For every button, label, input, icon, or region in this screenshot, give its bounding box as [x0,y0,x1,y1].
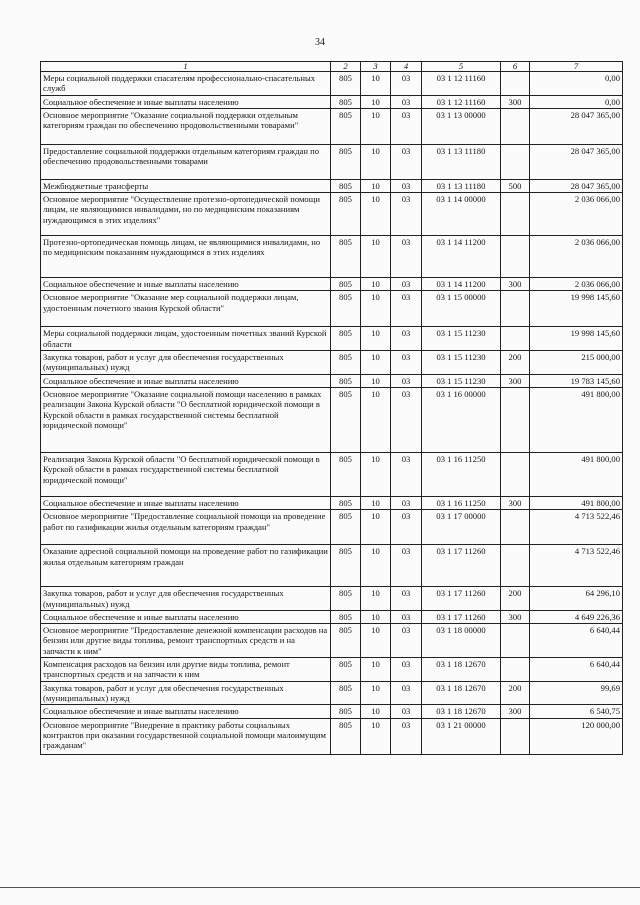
cell-amount: 6 640,44 [530,624,623,658]
cell-ved: 805 [331,545,361,587]
cell-amount: 491 800,00 [530,496,623,509]
cell-section: 10 [361,374,391,387]
cell-amount: 215 000,00 [530,351,623,375]
cell-target-article: 03 1 13 11180 [422,179,501,192]
cell-ved: 805 [331,72,361,96]
cell-expense-type [501,510,530,545]
cell-subsection: 03 [391,610,422,623]
cell-subsection: 03 [391,452,422,496]
header-col-5: 5 [422,62,501,72]
table-row [41,610,623,623]
cell-target-article: 03 1 14 00000 [422,193,501,236]
cell-expense-type [501,291,530,327]
cell-section: 10 [361,658,391,682]
cell-name: Основное мероприятие "Осуществление протезно-ортопедической помощи лицам, не являющимися инвалидами, но по медицинским показаниям нуждающимся в этих изделиях" [41,193,331,236]
cell-target-article: 03 1 13 00000 [422,108,501,144]
cell-expense-type [501,327,530,351]
cell-target-article: 03 1 15 11230 [422,327,501,351]
cell-target-article: 03 1 21 00000 [422,718,501,754]
cell-name: Основное мероприятие "Предоставление социальной помощи на проведение работ по газификации жилья отдельным категориям граждан" [41,510,331,545]
cell-expense-type: 200 [501,681,530,705]
table-row [41,705,623,718]
cell-expense-type: 500 [501,179,530,192]
cell-section: 10 [361,587,391,611]
cell-target-article: 03 1 16 00000 [422,387,501,452]
table-row [41,327,623,351]
cell-target-article: 03 1 15 11230 [422,374,501,387]
cell-subsection: 03 [391,351,422,375]
table-row [41,236,623,278]
cell-name: Меры социальной поддержки спасателям профессионально-спасательных служб [41,72,331,96]
cell-target-article: 03 1 12 11160 [422,95,501,108]
cell-target-article: 03 1 18 12670 [422,658,501,682]
cell-subsection: 03 [391,545,422,587]
table-row [41,278,623,291]
cell-ved: 805 [331,108,361,144]
cell-section: 10 [361,452,391,496]
cell-name: Основное мероприятие "Оказание социальной помощи населению в рамках реализации Закона Курской области "О бесплатной юридической помощи в Курской области в рамках государственной системы бесплатной юридической помощи" [41,387,331,452]
cell-subsection: 03 [391,496,422,509]
cell-ved: 805 [331,278,361,291]
cell-ved: 805 [331,496,361,509]
cell-ved: 805 [331,610,361,623]
table-row [41,718,623,754]
cell-amount: 491 800,00 [530,452,623,496]
table-row [41,179,623,192]
cell-subsection: 03 [391,72,422,96]
cell-target-article: 03 1 16 11250 [422,496,501,509]
table-row [41,681,623,705]
cell-section: 10 [361,496,391,509]
cell-expense-type: 300 [501,278,530,291]
cell-section: 10 [361,610,391,623]
cell-name: Предоставление социальной поддержки отдельным категориям граждан по обеспечению продовольственными товарами [41,144,331,179]
table-row [41,351,623,375]
cell-name: Протезно-ортопедическая помощь лицам, не являющимися инвалидами, но по медицинским показаниям нуждающимся в этих изделиях [41,236,331,278]
cell-subsection: 03 [391,179,422,192]
table-row [41,193,623,236]
table-row [41,452,623,496]
cell-section: 10 [361,705,391,718]
cell-ved: 805 [331,95,361,108]
cell-amount: 19 783 145,60 [530,374,623,387]
cell-expense-type [501,193,530,236]
cell-target-article: 03 1 16 11250 [422,452,501,496]
cell-section: 10 [361,624,391,658]
cell-expense-type [501,72,530,96]
cell-amount: 2 036 066,00 [530,278,623,291]
cell-expense-type: 300 [501,95,530,108]
table-row [41,95,623,108]
cell-amount: 4 713 522,46 [530,545,623,587]
cell-name: Закупка товаров, работ и услуг для обеспечения государственных (муниципальных) нужд [41,681,331,705]
cell-expense-type: 300 [501,496,530,509]
cell-amount: 6 640,44 [530,658,623,682]
cell-subsection: 03 [391,587,422,611]
cell-ved: 805 [331,374,361,387]
cell-subsection: 03 [391,278,422,291]
cell-expense-type: 200 [501,587,530,611]
cell-ved: 805 [331,236,361,278]
cell-name: Оказание адресной социальной помощи на проведение работ по газификации жилья отдельным категориям граждан [41,545,331,587]
table-row [41,587,623,611]
cell-amount: 64 296,10 [530,587,623,611]
cell-target-article: 03 1 17 11260 [422,587,501,611]
cell-expense-type [501,624,530,658]
cell-name: Меры социальной поддержки лицам, удостоенным почетных званий Курской области [41,327,331,351]
cell-name: Социальное обеспечение и иные выплаты населению [41,95,331,108]
cell-ved: 805 [331,705,361,718]
cell-section: 10 [361,278,391,291]
cell-expense-type [501,545,530,587]
cell-subsection: 03 [391,95,422,108]
header-col-4: 4 [391,62,422,72]
cell-name: Социальное обеспечение и иные выплаты населению [41,374,331,387]
cell-expense-type [501,718,530,754]
cell-amount: 19 998 145,60 [530,291,623,327]
cell-section: 10 [361,72,391,96]
cell-amount: 28 047 365,00 [530,108,623,144]
cell-section: 10 [361,144,391,179]
cell-ved: 805 [331,351,361,375]
cell-ved: 805 [331,387,361,452]
cell-amount: 120 000,00 [530,718,623,754]
cell-amount: 2 036 066,00 [530,193,623,236]
cell-name: Межбюджетные трансферты [41,179,331,192]
cell-subsection: 03 [391,705,422,718]
cell-ved: 805 [331,193,361,236]
cell-amount: 19 998 145,60 [530,327,623,351]
table-row [41,510,623,545]
cell-target-article: 03 1 17 11260 [422,545,501,587]
cell-expense-type [501,144,530,179]
table-body [41,72,623,755]
table-row [41,72,623,96]
cell-ved: 805 [331,144,361,179]
cell-amount: 99,69 [530,681,623,705]
cell-ved: 805 [331,718,361,754]
table-row [41,108,623,144]
cell-amount: 2 036 066,00 [530,236,623,278]
cell-amount: 0,00 [530,72,623,96]
cell-subsection: 03 [391,327,422,351]
cell-amount: 6 540,75 [530,705,623,718]
table-row [41,624,623,658]
cell-section: 10 [361,681,391,705]
cell-subsection: 03 [391,108,422,144]
cell-section: 10 [361,108,391,144]
header-col-3: 3 [361,62,391,72]
cell-name: Реализация Закона Курской области "О бесплатной юридической помощи в Курской области в рамках государственной системы бесплатной юридической помощи" [41,452,331,496]
header-col-2: 2 [331,62,361,72]
cell-ved: 805 [331,658,361,682]
cell-expense-type: 300 [501,374,530,387]
cell-expense-type: 200 [501,351,530,375]
cell-expense-type [501,108,530,144]
cell-section: 10 [361,291,391,327]
cell-section: 10 [361,179,391,192]
header-row [41,62,623,72]
cell-subsection: 03 [391,144,422,179]
cell-target-article: 03 1 14 11200 [422,278,501,291]
bottom-rule [0,887,640,888]
cell-amount: 4 713 522,46 [530,510,623,545]
cell-subsection: 03 [391,624,422,658]
table-row [41,545,623,587]
cell-ved: 805 [331,291,361,327]
cell-target-article: 03 1 17 11260 [422,610,501,623]
cell-section: 10 [361,95,391,108]
table-row [41,658,623,682]
cell-section: 10 [361,510,391,545]
cell-expense-type [501,452,530,496]
cell-subsection: 03 [391,387,422,452]
budget-table [40,61,623,755]
cell-amount: 4 649 226,36 [530,610,623,623]
cell-subsection: 03 [391,374,422,387]
cell-target-article: 03 1 18 00000 [422,624,501,658]
cell-expense-type [501,658,530,682]
cell-section: 10 [361,351,391,375]
cell-target-article: 03 1 15 00000 [422,291,501,327]
table-row [41,374,623,387]
cell-expense-type: 300 [501,705,530,718]
cell-expense-type [501,387,530,452]
cell-target-article: 03 1 18 12670 [422,681,501,705]
cell-ved: 805 [331,510,361,545]
cell-section: 10 [361,718,391,754]
cell-amount: 0,00 [530,95,623,108]
cell-ved: 805 [331,327,361,351]
cell-name: Закупка товаров, работ и услуг для обеспечения государственных (муниципальных) нужд [41,351,331,375]
cell-subsection: 03 [391,510,422,545]
table-row [41,144,623,179]
cell-name: Основное мероприятие "Оказание мер социальной поддержки лицам, удостоенным почетного звания Курской области" [41,291,331,327]
cell-subsection: 03 [391,681,422,705]
cell-amount: 491 800,00 [530,387,623,452]
cell-section: 10 [361,236,391,278]
table-row [41,496,623,509]
cell-subsection: 03 [391,658,422,682]
cell-ved: 805 [331,624,361,658]
cell-name: Основное мероприятие "Оказание социальной поддержки отдельным категориям граждан по обеспечению продовольственными товарами" [41,108,331,144]
cell-name: Социальное обеспечение и иные выплаты населению [41,496,331,509]
cell-amount: 28 047 365,00 [530,144,623,179]
cell-ved: 805 [331,452,361,496]
cell-ved: 805 [331,587,361,611]
cell-section: 10 [361,545,391,587]
table-row [41,387,623,452]
cell-name: Социальное обеспечение и иные выплаты населению [41,610,331,623]
cell-subsection: 03 [391,291,422,327]
table-row [41,291,623,327]
page-number: 34 [315,37,325,48]
cell-name: Социальное обеспечение и иные выплаты населению [41,705,331,718]
cell-name: Компенсация расходов на бензин или другие виды топлива, ремонт транспортных средств и на запчасти к ним [41,658,331,682]
header-col-7: 7 [530,62,623,72]
cell-amount: 28 047 365,00 [530,179,623,192]
cell-target-article: 03 1 12 11160 [422,72,501,96]
cell-section: 10 [361,193,391,236]
cell-section: 10 [361,327,391,351]
cell-target-article: 03 1 17 00000 [422,510,501,545]
cell-section: 10 [361,387,391,452]
cell-subsection: 03 [391,193,422,236]
cell-ved: 805 [331,179,361,192]
header-col-6: 6 [501,62,530,72]
cell-subsection: 03 [391,236,422,278]
cell-name: Основное мероприятие "Предоставление денежной компенсации расходов на бензин или другие виды топлива, ремонт транспортных средств и на запчасти к ним" [41,624,331,658]
cell-target-article: 03 1 13 11180 [422,144,501,179]
header-col-1: 1 [41,62,331,72]
cell-target-article: 03 1 15 11230 [422,351,501,375]
cell-target-article: 03 1 14 11200 [422,236,501,278]
cell-name: Социальное обеспечение и иные выплаты населению [41,278,331,291]
cell-expense-type [501,236,530,278]
cell-name: Основное мероприятие "Внедрение в практику работы социальных контрактов при оказании государственной социальной помощи малоимущим гражданам" [41,718,331,754]
cell-expense-type: 300 [501,610,530,623]
cell-ved: 805 [331,681,361,705]
cell-name: Закупка товаров, работ и услуг для обеспечения государственных (муниципальных) нужд [41,587,331,611]
cell-subsection: 03 [391,718,422,754]
cell-target-article: 03 1 18 12670 [422,705,501,718]
